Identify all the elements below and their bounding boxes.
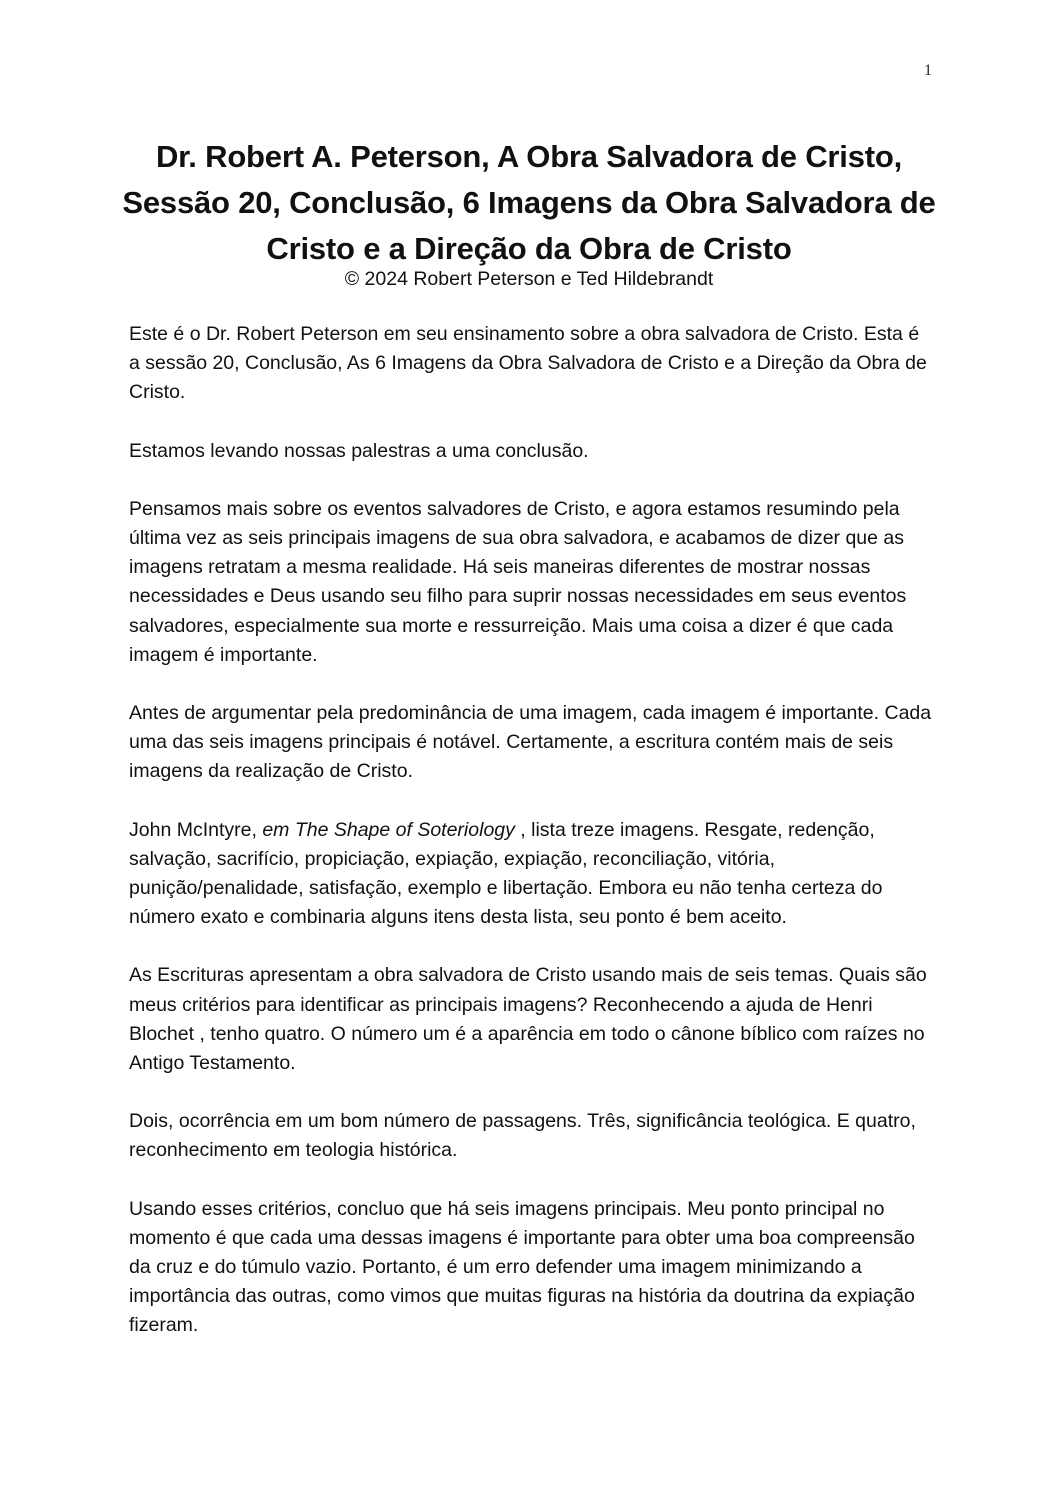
paragraph-7: Dois, ocorrência em um bom número de passagens. Três, significância teológica. E quatro, reconhecimento em teologia histórica. [129, 1110, 916, 1162]
paragraph-5 [129, 816, 935, 933]
paragraph-1: Este é o Dr. Robert Peterson em seu ensinamento sobre a obra salvadora de Cristo. Esta é a sessão 20, Conclusão, As 6 Imagens da Obra Salvadora de Cristo e a Direção da Obra de Cristo. [129, 323, 927, 404]
book-title-italic: em The Shape of Soteriology [262, 818, 515, 841]
document-title: Dr. Robert A. Peterson, A Obra Salvadora de Cristo, Sessão 20, Conclusão, 6 Imagens da Obra Salvadora de Cristo e a Direção da Obra de Cristo [122, 139, 936, 266]
paragraph-2: Estamos levando nossas palestras a uma conclusão. [129, 439, 589, 462]
paragraph-8: Usando esses critérios, concluo que há seis imagens principais. Meu ponto principal no momento é que cada uma dessas imagens é importante para obter uma boa compreensão da cruz e do túmulo vazio. Portanto, é um erro defender uma imagem minimizando a importância das outras, como vimos que muitas figuras na história da doutrina da expiação fizeram. [129, 1197, 915, 1337]
body-text [129, 320, 935, 1370]
paragraph-6: As Escrituras apresentam a obra salvadora de Cristo usando mais de seis temas. Quais são meus critérios para identificar as principais imagens? Reconhecendo a ajuda de Henri Blochet , tenho quatro. O número um é a aparência em todo o cânone bíblico com raízes no Antigo Testamento. [129, 964, 927, 1075]
copyright-line: © 2024 Robert Peterson e Ted Hildebrandt [344, 268, 714, 290]
paragraph-3: Pensamos mais sobre os eventos salvadores de Cristo, e agora estamos resumindo pela última vez as seis principais imagens de sua obra salvadora, e acabamos de dizer que as imagens retratam a mesma realidade. Há seis maneiras diferentes de mostrar nossas necessidades e Deus usando seu filho para suprir nossas necessidades em seus eventos salvadores, especialmente sua morte e ressurreição. Mais uma coisa a dizer é que cada imagem é importante. [129, 497, 907, 666]
paragraph-5-before: John McIntyre, [129, 818, 263, 841]
paragraph-4: Antes de argumentar pela predominância de uma imagem, cada imagem é importante. Cada uma das seis imagens principais é notável. Certamente, a escritura contém mais de seis imagens da realização de Cristo. [129, 702, 932, 783]
page-number: 1 [924, 62, 932, 79]
paragraph-5-after: , lista treze imagens. Resgate, redenção, salvação, sacrifício, propiciação, expiação, expiação, reconciliação, vitória, punição/penalidade, satisfação, exemplo e libertação. Embora eu não tenha certeza do número exato e combinaria alguns itens desta lista, seu ponto é bem aceito. [129, 818, 883, 929]
